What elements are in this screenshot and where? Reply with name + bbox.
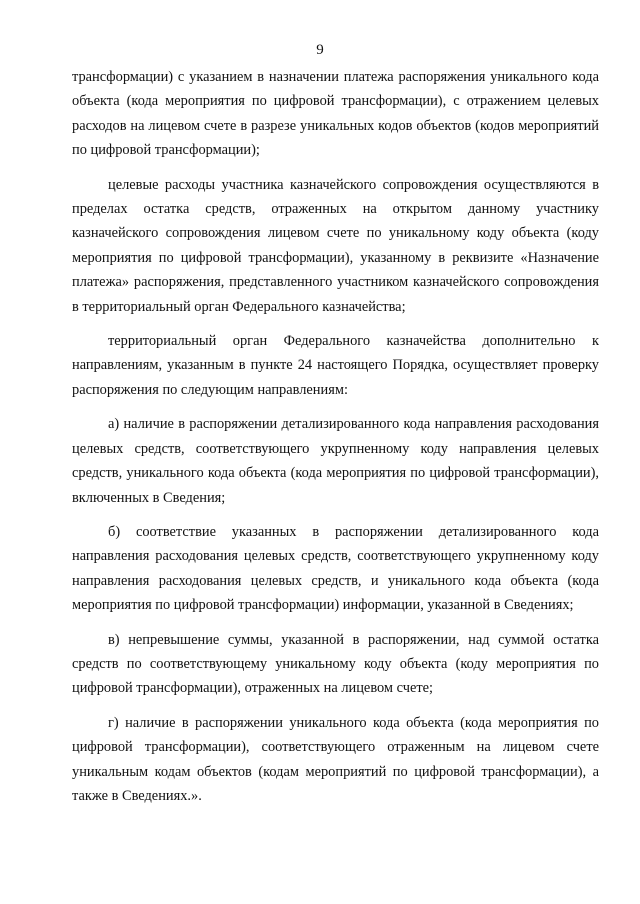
paragraph-target-expenses: целевые расходы участника казначейского сопровождения осуществляются в пределах остатка средств, отраженных на открытом данному участнику казначейского сопровождения лицевом счете по уникальному коду объекта (коду мероприятия по цифровой трансформации), указанному в реквизите «Назначение платежа» распоряжения, представленного участником казначейского сопровождения в территориальный орган Федерального казначейства;: [72, 176, 599, 315]
list-item-g: г) наличие в распоряжении уникального кода объекта (кода мероприятия по цифровой трансформации), соответствующего отраженным на лицевом счете уникальным кодам объектов (кодам мероприятий по цифровой трансформации), а также в Сведениях.».: [72, 714, 599, 804]
list-item-b: б) соответствие указанных в распоряжении детализированного кода направления расходования целевых средств, соответствующего укрупненному коду направления расходования целевых средств, и уникального кода объекта (кода мероприятия по цифровой трансформации) информации, указанной в Сведениях;: [72, 523, 599, 614]
page-number: 9: [316, 42, 324, 58]
document-body: [72, 65, 599, 818]
paragraph-territorial-body-check: территориальный орган Федерального казначейства дополнительно к направлениям, указанным в пункте 24 настоящего Порядка, осуществляет проверку распоряжения по следующим направлениям:: [72, 333, 599, 398]
list-item-v: в) непревышение суммы, указанной в распоряжении, над суммой остатка средств по соответствующему уникальному коду объекта (коду мероприятия по цифровой трансформации), отраженных на лицевом счете;: [72, 631, 599, 697]
paragraph-continuation: трансформации) с указанием в назначении платежа распоряжения уникального кода объекта (кода мероприятия по цифровой трансформации), с отражением целевых расходов на лицевом счете в разрезе уникальных кодов объектов (кодов мероприятий по цифровой трансформации);: [72, 69, 599, 159]
list-item-a: а) наличие в распоряжении детализированного кода направления расходования целевых средств, соответствующего укрупненному коду направления целевых средств, уникального кода объекта (кода мероприятия по цифровой трансформации), включенных в Сведения;: [72, 416, 599, 506]
